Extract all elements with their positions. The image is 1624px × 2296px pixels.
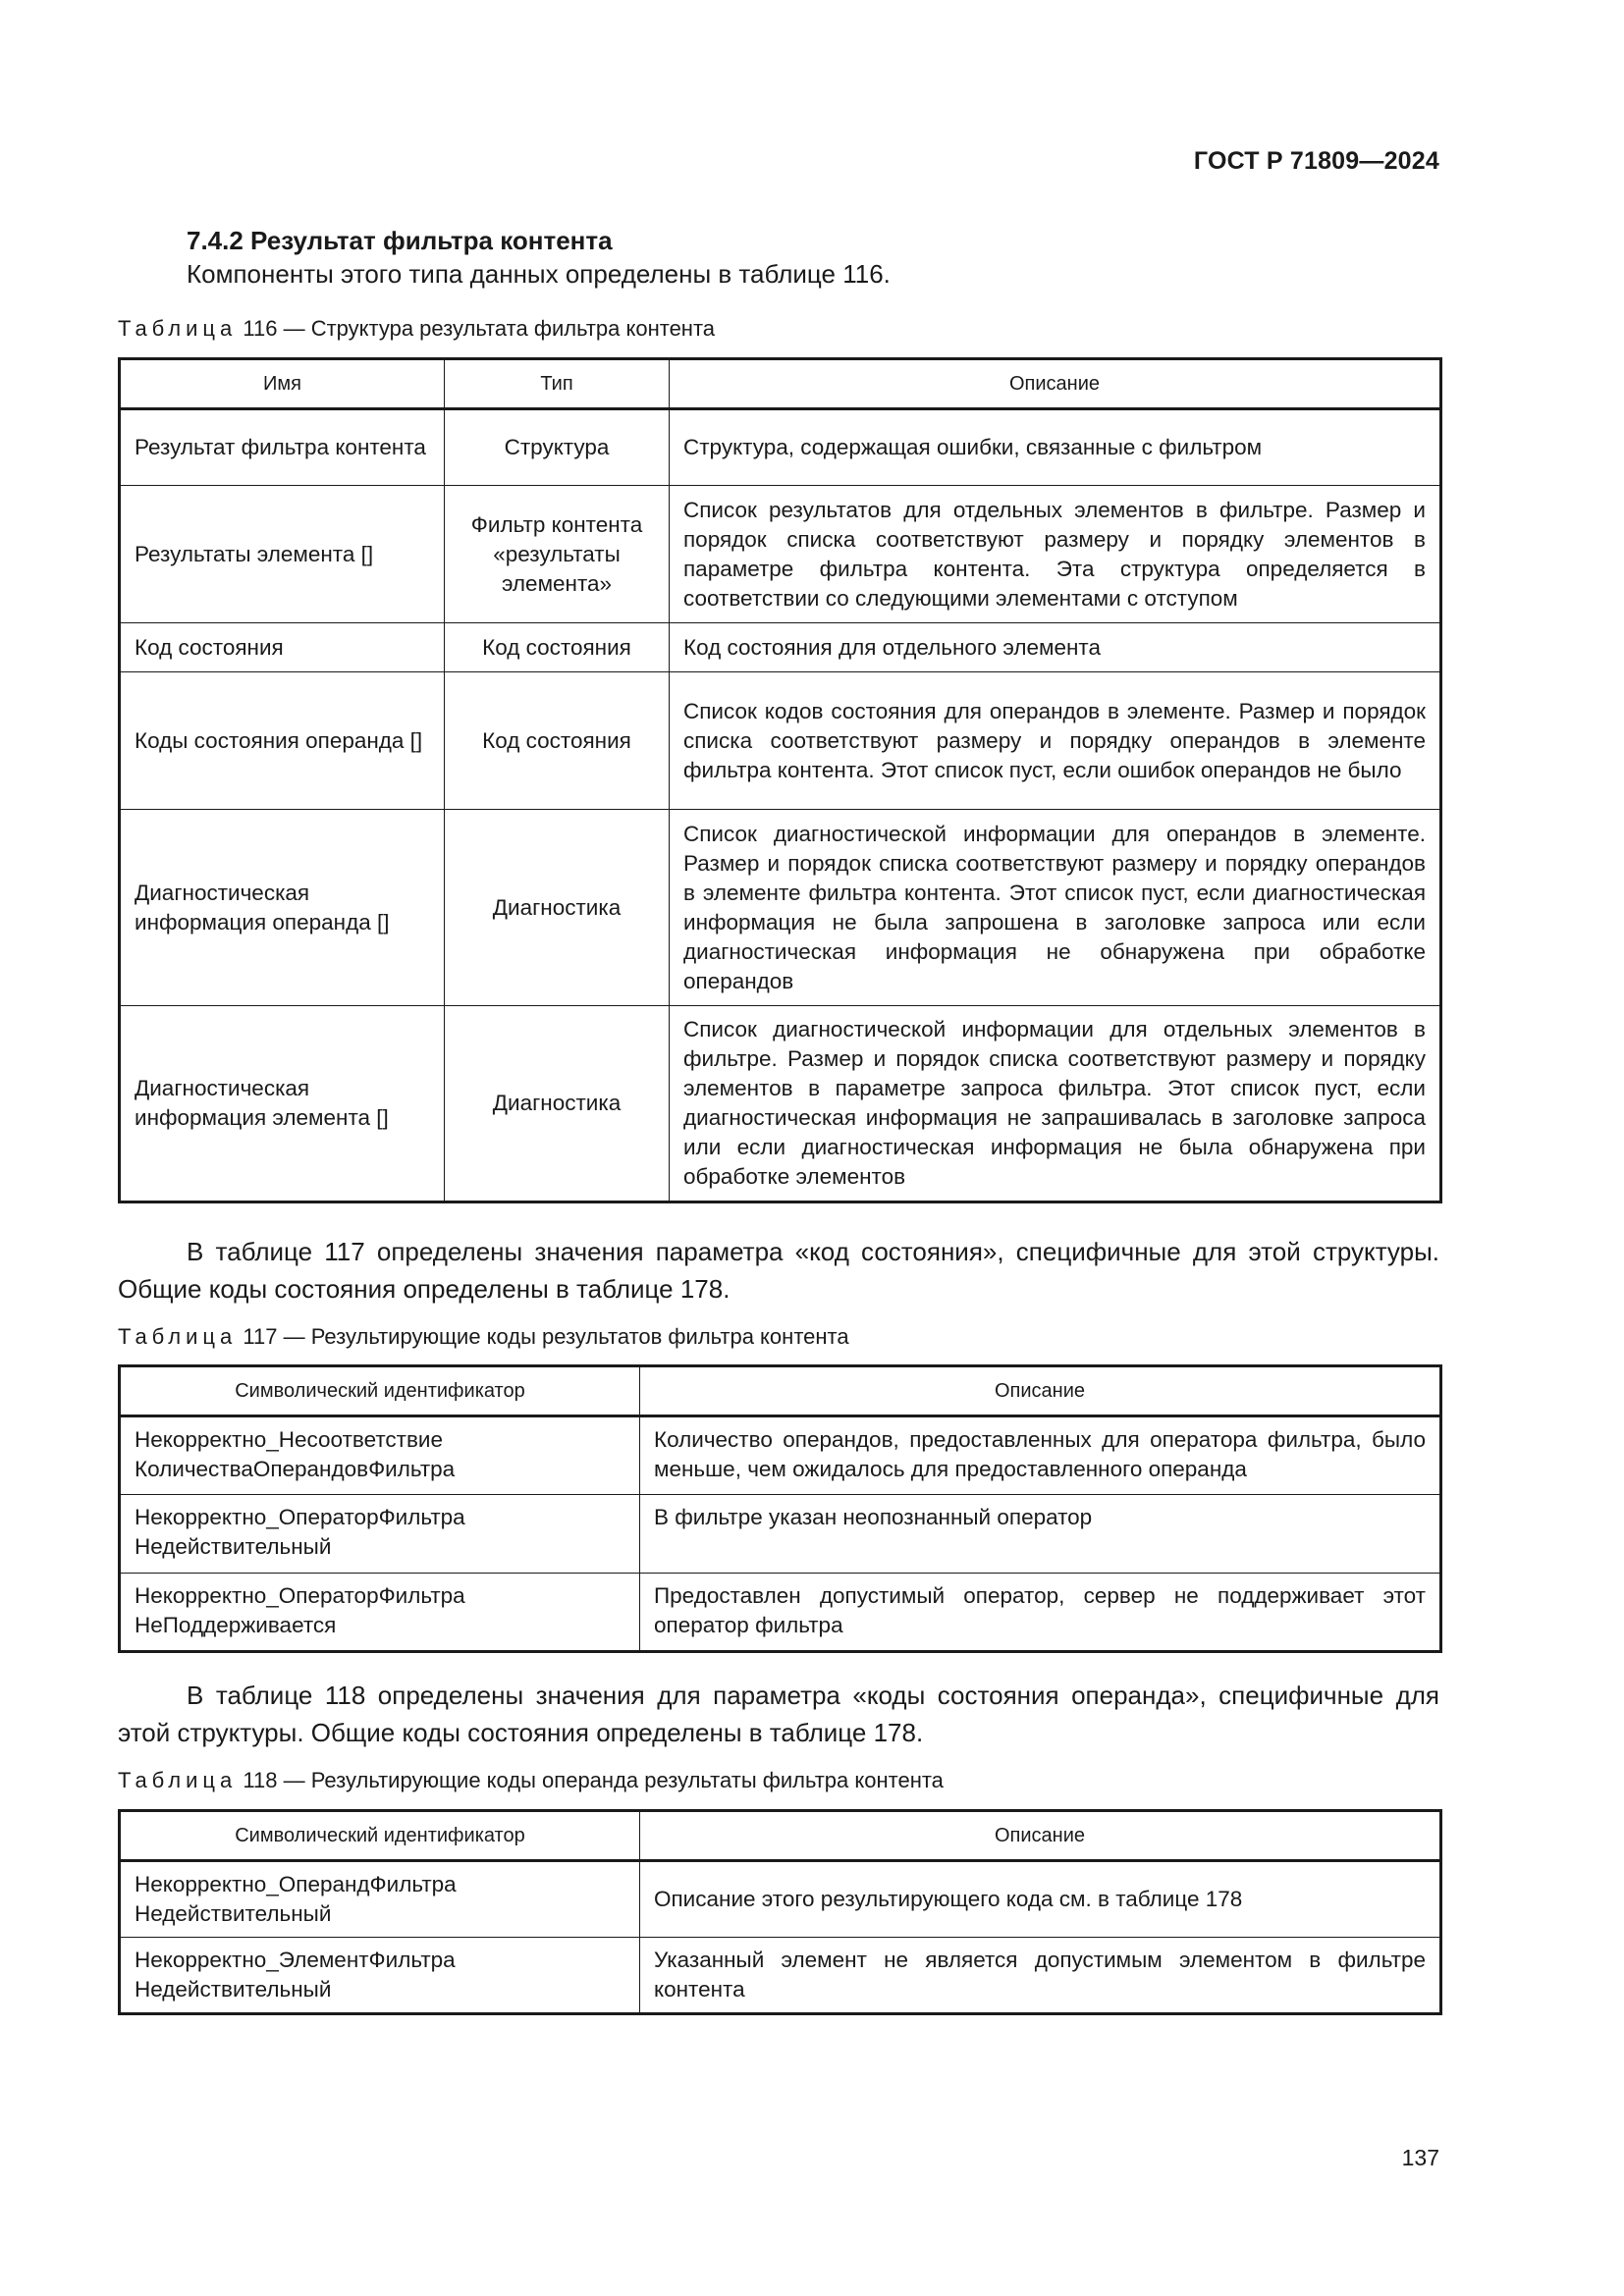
- identifier-line-2: Недействительный: [135, 1901, 332, 1926]
- paragraph-table-117-intro: В таблице 117 определены значения параметра «код состояния», специфичные для этой структуры. Общие коды состояния определены в таблице 178.: [118, 1237, 1439, 1304]
- column-header-type: Тип: [445, 359, 670, 409]
- row-description: Указанный элемент не является допустимым элементом в фильтре контента: [640, 1938, 1441, 2014]
- row-type: Диагностика: [445, 810, 670, 1006]
- column-header-description: Описание: [670, 359, 1441, 409]
- row-identifier: [120, 1574, 640, 1652]
- table-header-row: [120, 1366, 1441, 1416]
- table-118: [118, 1809, 1442, 2015]
- table-caption-text: 116 — Структура результата фильтра контента: [243, 316, 716, 341]
- column-header-identifier: Символический идентификатор: [120, 1811, 640, 1861]
- row-description: В фильтре указан неопознанный оператор: [640, 1495, 1441, 1574]
- table-caption-text: 117 — Результирующие коды результатов фильтра контента: [243, 1324, 849, 1349]
- identifier-line-1: Некорректно_ОператорФильтра: [135, 1505, 465, 1529]
- row-description: Список диагностической информации для операндов в элементе. Размер и порядок списка соответствуют размеру и порядку операндов в элементе фильтра контента. Этот список пуст, если диагностическая информация не была запрошена в заголовке запроса или если диагностическая информация не обнаружена при обработке операндов: [670, 810, 1441, 1006]
- row-description: Список диагностической информации для отдельных элементов в фильтре. Размер и порядок списка соответствуют размеру и порядку элементов в параметре запроса фильтра. Этот список пуст, если диагностическая информация не запрашивалась в заголовке запроса или если диагностическая информация не была обнаружена при обработке элементов: [670, 1006, 1441, 1202]
- column-header-name: Имя: [120, 359, 445, 409]
- page-number: 137: [1401, 2145, 1439, 2170]
- table-row: [120, 1574, 1441, 1652]
- row-type: Код состояния: [445, 623, 670, 672]
- identifier-line-1: Некорректно_ОперандФильтра: [135, 1872, 457, 1896]
- row-description: Список кодов состояния для операндов в элементе. Размер и порядок списка соответствуют размеру и порядку операндов в элементе фильтра контента. Этот список пуст, если ошибок операндов не было: [670, 672, 1441, 810]
- identifier-line-1: Некорректно_ЭлементФильтра: [135, 1948, 456, 1972]
- column-header-description: Описание: [640, 1366, 1441, 1416]
- identifier-line-1: Некорректно_Несоответствие: [135, 1427, 443, 1452]
- table-row: [120, 810, 1441, 1006]
- section-intro: Компоненты этого типа данных определены в таблице 116.: [187, 259, 891, 289]
- table-header-row: [120, 359, 1441, 409]
- row-name: Коды состояния операнда []: [120, 672, 445, 810]
- row-name: Диагностическая информация элемента []: [120, 1006, 445, 1202]
- row-description: Список результатов для отдельных элементов в фильтре. Размер и порядок списка соответствуют размеру и порядку элементов в параметре фильтра контента. Эта структура определяется в соответствии со следующими элементами с отступом: [670, 486, 1441, 623]
- table-row: [120, 1416, 1441, 1495]
- row-description: Описание этого результирующего кода см. в таблице 178: [640, 1861, 1441, 1938]
- row-type: Диагностика: [445, 1006, 670, 1202]
- identifier-line-2: Недействительный: [135, 1534, 332, 1559]
- row-description: Предоставлен допустимый оператор, сервер не поддерживает этот оператор фильтра: [640, 1574, 1441, 1652]
- table-caption-word: Таблица: [118, 316, 238, 341]
- row-description: Структура, содержащая ошибки, связанные с фильтром: [670, 409, 1441, 486]
- identifier-line-1: Некорректно_ОператорФильтра: [135, 1583, 465, 1608]
- standard-designation: ГОСТ Р 71809—2024: [1193, 147, 1439, 175]
- column-header-identifier: Символический идентификатор: [120, 1366, 640, 1416]
- table-116: [118, 357, 1442, 1203]
- table-header-row: [120, 1811, 1441, 1861]
- row-name: Результат фильтра контента: [120, 409, 445, 486]
- table-caption-word: Таблица: [118, 1324, 238, 1349]
- row-name: Диагностическая информация операнда []: [120, 810, 445, 1006]
- identifier-line-2: НеПоддерживается: [135, 1613, 337, 1637]
- table-116-caption: [118, 316, 715, 342]
- row-identifier: [120, 1861, 640, 1938]
- table-117-caption: [118, 1324, 849, 1350]
- table-row: [120, 1938, 1441, 2014]
- row-type: Структура: [445, 409, 670, 486]
- table-117: [118, 1364, 1442, 1653]
- row-identifier: [120, 1495, 640, 1574]
- table-row: [120, 1495, 1441, 1574]
- table-row: [120, 672, 1441, 810]
- table-row: [120, 623, 1441, 672]
- table-row: [120, 1861, 1441, 1938]
- row-identifier: [120, 1938, 640, 2014]
- row-type: Код состояния: [445, 672, 670, 810]
- identifier-line-2: КоличестваОперандовФильтра: [135, 1457, 456, 1481]
- column-header-description: Описание: [640, 1811, 1441, 1861]
- table-118-caption: [118, 1768, 944, 1793]
- row-identifier: [120, 1416, 640, 1495]
- row-name: Код состояния: [120, 623, 445, 672]
- row-name: Результаты элемента []: [120, 486, 445, 623]
- document-page: [118, 0, 1439, 2296]
- table-caption-word: Таблица: [118, 1768, 238, 1792]
- row-description: Код состояния для отдельного элемента: [670, 623, 1441, 672]
- table-row: [120, 486, 1441, 623]
- row-type: Фильтр контента «результаты элемента»: [445, 486, 670, 623]
- table-caption-text: 118 — Результирующие коды операнда результаты фильтра контента: [243, 1768, 944, 1792]
- table-row: [120, 409, 1441, 486]
- table-row: [120, 1006, 1441, 1202]
- identifier-line-2: Недействительный: [135, 1977, 332, 2002]
- paragraph-table-118-intro: В таблице 118 определены значения для параметра «коды состояния операнда», специфичные для этой структуры. Общие коды состояния определены в таблице 178.: [118, 1681, 1439, 1747]
- section-title: 7.4.2 Результат фильтра контента: [187, 226, 613, 255]
- row-description: Количество операндов, предоставленных для оператора фильтра, было меньше, чем ожидалось для предоставленного операнда: [640, 1416, 1441, 1495]
